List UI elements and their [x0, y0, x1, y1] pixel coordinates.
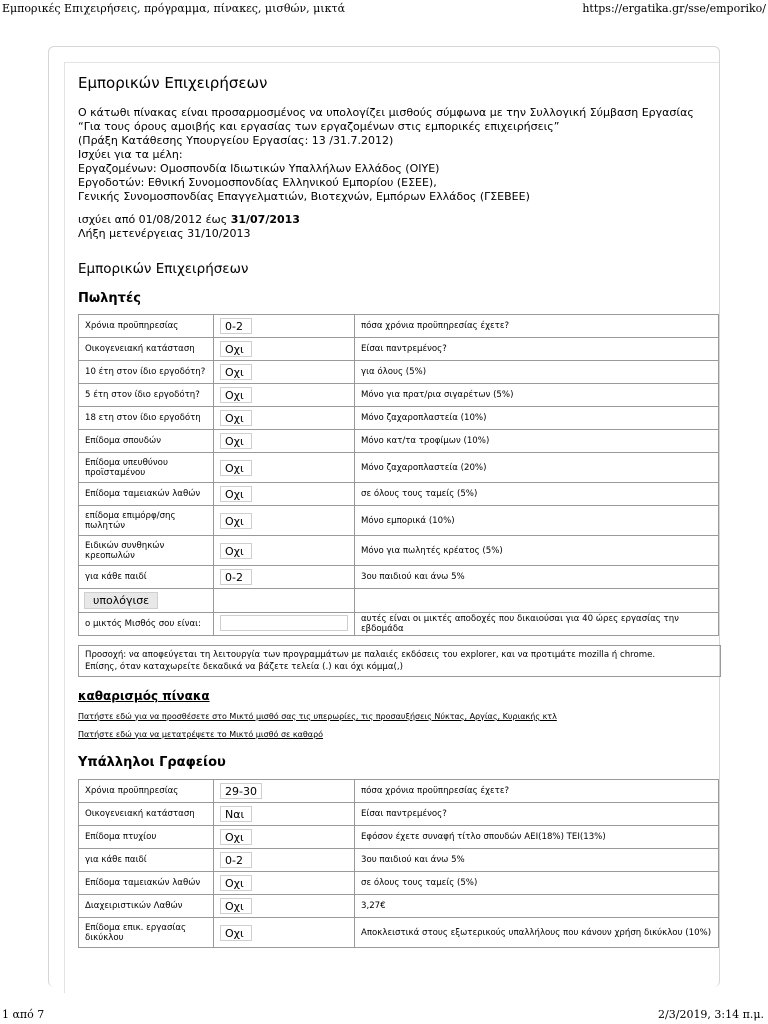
main-content — [78, 72, 718, 948]
intro-line: Ισχύει για τα μέλη: — [78, 148, 183, 161]
print-header — [0, 0, 768, 18]
intro-line: (Πράξη Κατάθεσης Υπουργείου Εργασίας: 13 /31.7.2012) — [78, 134, 394, 147]
field-label: Ειδικών συνθηκών κρεοπωλών — [79, 536, 214, 566]
field-note: Είσαι παντρεμένος? — [355, 338, 719, 361]
table-row — [79, 483, 719, 506]
select-field[interactable]: Οχι — [220, 486, 252, 502]
field-note: Μόνο κατ/τα τροφίμων (10%) — [355, 430, 719, 453]
after-effect-date: Λήξη μετενέργειας 31/10/2013 — [78, 227, 251, 240]
select-field[interactable]: 0-2 — [220, 569, 252, 585]
select-field[interactable]: Οχι — [220, 341, 252, 357]
intro-line: Εργαζομένων: Ομοσπονδία Ιδιωτικών Υπαλλήλων Ελλάδος (ΟΙΥΕ) — [78, 162, 440, 175]
field-note: Εφόσον έχετε συναφή τίτλο σπουδών ΑΕΙ(18%) ΤΕΙ(13%) — [355, 826, 719, 849]
field-label: Διαχειριστικών Λαθών — [79, 895, 214, 918]
field-label: 5 έτη στον ίδιο εργοδότη? — [79, 384, 214, 407]
intro-line: Γενικής Συνομοσπονδίας Επαγγελματιών, Βιοτεχνών, Εμπόρων Ελλάδος (ΓΣΕΒΕΕ) — [78, 190, 530, 203]
field-note: Μόνο για πρατ/ρια σιγαρέτων (5%) — [355, 384, 719, 407]
select-field[interactable]: Οχι — [220, 875, 252, 891]
table-row — [79, 384, 719, 407]
field-label: 18 ετη στον ίδιο εργοδότη — [79, 407, 214, 430]
field-label: Χρόνια προϋπηρεσίας — [79, 780, 214, 803]
field-note: σε όλους τους ταμείς (5%) — [355, 872, 719, 895]
convert-net-link[interactable]: Πατήστε εδώ για να μετατρέψετε το Μικτό μισθό σε καθαρό — [78, 730, 324, 739]
field-label: Επίδομα ταμειακών λαθών — [79, 483, 214, 506]
print-timestamp: 2/3/2019, 3:14 π.μ. — [658, 1008, 764, 1021]
clear-table-link[interactable]: καθαρισμός πίνακα — [78, 689, 210, 703]
intro-line: Εργοδοτών: Εθνική Συνομοσπονδίας Ελληνικού Εμπορίου (ΕΣΕΕ), — [78, 176, 437, 189]
validity-end-date: 31/07/2013 — [230, 213, 300, 226]
subtitle: Εμπορικών Επιχειρήσεων — [78, 261, 249, 277]
field-note: πόσα χρόνια προϋπηρεσίας έχετε? — [355, 780, 719, 803]
table-row — [79, 872, 719, 895]
select-field[interactable]: Οχι — [220, 387, 252, 403]
field-label: Επίδομα ταμειακών λαθών — [79, 872, 214, 895]
field-label: Επίδομα πτυχίου — [79, 826, 214, 849]
select-field[interactable]: Οχι — [220, 898, 252, 914]
gross-salary-label: ο μικτός Μισθός σου είναι: — [79, 613, 214, 636]
table-row — [79, 361, 719, 384]
field-note: 3ου παιδιού και άνω 5% — [355, 566, 719, 589]
select-field[interactable]: 0-2 — [220, 852, 252, 868]
sellers-table — [78, 314, 719, 636]
table-row — [79, 895, 719, 918]
table-row — [79, 536, 719, 566]
select-field[interactable]: Οχι — [220, 364, 252, 380]
table-row — [79, 780, 719, 803]
table-row — [79, 803, 719, 826]
clerks-table — [78, 779, 719, 948]
field-note: Μόνο εμπορικά (10%) — [355, 506, 719, 536]
table-row — [79, 407, 719, 430]
field-note: Μόνο ζαχαροπλαστεία (20%) — [355, 453, 719, 483]
intro-text — [78, 106, 718, 241]
select-field[interactable]: Ναι — [220, 806, 252, 822]
field-label: επίδομα επιμόρφ/σης πωλητών — [79, 506, 214, 536]
field-note: Μόνο ζαχαροπλαστεία (10%) — [355, 407, 719, 430]
gross-salary-output[interactable] — [220, 615, 348, 631]
gross-salary-note: αυτές είναι οι μικτές αποδοχές που δικαιούσαι για 40 ώρες εργασίας την εβδομάδα — [355, 613, 719, 636]
select-field[interactable]: Οχι — [220, 543, 252, 559]
field-label: Οικογενειακή κατάσταση — [79, 338, 214, 361]
print-page-title: Εμπορικές Επιχειρήσεις, πρόγραμμα, πίνακες, μισθών, μικτά — [2, 2, 346, 15]
calculate-button[interactable]: υπολόγισε — [84, 592, 158, 609]
browser-notice: Προσοχή: να αποφεύγεται τη λειτουργία των προγραμμάτων με παλαιές εκδόσεις του explorer, και να προτιμάτε mozilla ή chrome. Επίσης, όταν καταχωρείτε δεκαδικά να βάζετε τελεία (.) και όχι κόμμα(,) — [78, 645, 721, 677]
table-row — [79, 918, 719, 948]
field-note: 3,27€ — [355, 895, 719, 918]
field-label: Επίδομα υπευθύνου προϊσταμένου — [79, 453, 214, 483]
field-label: Επίδομα επικ. εργασίας δικύκλου — [79, 918, 214, 948]
print-page-url: https://ergatika.gr/sse/emporiko/ — [582, 2, 766, 15]
select-field[interactable]: Οχι — [220, 829, 252, 845]
select-field[interactable]: Οχι — [220, 433, 252, 449]
field-note: 3ου παιδιού και άνω 5% — [355, 849, 719, 872]
add-overtime-link[interactable]: Πατήστε εδώ για να προσθέσετε στο Μικτό μισθό σας τις υπερωρίες, τις προσαυξήσεις Νύκτας, Αργίας, Κυριακής κτλ — [78, 712, 557, 721]
field-label: 10 έτη στον ίδιο εργοδότη? — [79, 361, 214, 384]
field-label: για κάθε παιδί — [79, 566, 214, 589]
select-field[interactable]: Οχι — [220, 925, 252, 941]
table-row — [79, 826, 719, 849]
sellers-heading: Πωλητές — [78, 291, 141, 306]
page-title: Εμπορικών Επιχειρήσεων — [78, 74, 268, 92]
intro-line: “Για τους όρους αμοιβής και εργασίας των εργαζομένων στις εμπορικές επιχειρήσεις” — [78, 120, 560, 133]
field-note: Μόνο για πωλητές κρέατος (5%) — [355, 536, 719, 566]
select-field[interactable]: Οχι — [220, 460, 252, 476]
table-row — [79, 430, 719, 453]
field-note: σε όλους τους ταμείς (5%) — [355, 483, 719, 506]
table-row — [79, 566, 719, 589]
select-field[interactable]: 0-2 — [220, 318, 252, 334]
select-field[interactable]: Οχι — [220, 513, 252, 529]
field-note: πόσα χρόνια προϋπηρεσίας έχετε? — [355, 315, 719, 338]
field-note: για όλους (5%) — [355, 361, 719, 384]
field-label: για κάθε παιδί — [79, 849, 214, 872]
table-row — [79, 506, 719, 536]
field-label: Οικογενειακή κατάσταση — [79, 803, 214, 826]
clerks-heading: Υπάλληλοι Γραφείου — [78, 755, 226, 770]
intro-line: Ο κάτωθι πίνακας είναι προσαρμοσμένος να υπολογίζει μισθούς σύμφωνα με την Συλλογική Σύμβαση Εργασίας — [78, 106, 694, 119]
field-label: Χρόνια προϋπηρεσίας — [79, 315, 214, 338]
field-note: Αποκλειστικά στους εξωτερικούς υπαλλήλους που κάνουν χρήση δικύκλου (10%) — [355, 918, 719, 948]
field-label: Επίδομα σπουδών — [79, 430, 214, 453]
select-field[interactable]: 29-30 — [220, 783, 262, 799]
table-row — [79, 849, 719, 872]
field-note: Είσαι παντρεμένος? — [355, 803, 719, 826]
validity-period: ισχύει από 01/08/2012 έως 31/07/2013 — [78, 213, 300, 226]
select-field[interactable]: Οχι — [220, 410, 252, 426]
print-footer — [0, 1004, 768, 1024]
table-row — [79, 315, 719, 338]
page-counter: 1 από 7 — [2, 1008, 45, 1021]
table-row — [79, 453, 719, 483]
table-row — [79, 338, 719, 361]
